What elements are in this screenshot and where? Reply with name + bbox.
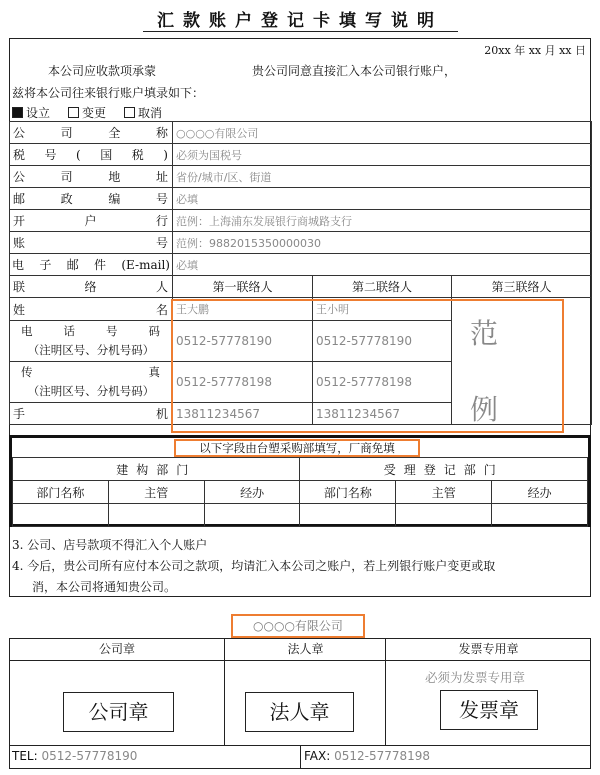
checked-box-icon xyxy=(12,107,23,118)
contact-1-fax[interactable]: 0512-57778198 xyxy=(173,362,313,403)
email-label: 电子邮件(E-mail) xyxy=(10,254,173,276)
contact-header-3: 第三联络人 xyxy=(452,276,592,298)
note-3: 3. 公司、店号款项不得汇入个人账户 xyxy=(12,538,208,552)
phone-note: （注明区号、分机号码） xyxy=(27,343,155,357)
contact-header-2: 第二联络人 xyxy=(313,276,452,298)
checkbox-change-label: 变更 xyxy=(82,106,107,120)
intro-line-1a: 本公司应收款项承蒙 xyxy=(48,64,157,78)
contact-2-name[interactable]: 王小明 xyxy=(313,298,452,321)
contacts-label: 联络人 xyxy=(10,276,173,298)
form-title: 汇款账户登记卡填写说明 xyxy=(157,11,443,31)
address-input[interactable]: 省份/城市/区、街道 xyxy=(173,166,592,188)
note-4-cont: 消，本公司将通知贵公司。 xyxy=(32,580,177,594)
company-input[interactable]: ○○○○有限公司 xyxy=(173,122,592,144)
contact-1-phone[interactable]: 0512-57778190 xyxy=(173,321,313,362)
company-label: 公司全称 xyxy=(10,122,173,144)
name-label: 姓名 xyxy=(10,298,173,321)
invoice-stamp-hint: 必须为发票专用章 xyxy=(425,670,526,685)
phone-label: 电话号码 xyxy=(21,324,161,338)
fax-row xyxy=(304,749,430,763)
bank-input[interactable]: 范例：上海浦东发展银行商城路支行 xyxy=(173,210,592,232)
company-name-box[interactable]: ○○○○有限公司 xyxy=(231,614,365,638)
col-manager-2: 主管 xyxy=(396,481,492,504)
company-stamp-box[interactable]: 公司章 xyxy=(63,692,174,732)
contact-2-mobile[interactable]: 13811234567 xyxy=(313,403,452,425)
checkbox-change[interactable] xyxy=(68,104,106,121)
postcode-input[interactable]: 必填 xyxy=(173,188,592,210)
contact-2-fax[interactable]: 0512-57778198 xyxy=(313,362,452,403)
intro-line-1b: 贵公司同意直接汇入本公司银行账户， xyxy=(252,64,457,78)
row-company xyxy=(10,122,592,144)
row-account xyxy=(10,232,592,254)
bank-label: 开户行 xyxy=(10,210,173,232)
sample-watermark-2: 例 xyxy=(470,393,499,426)
postcode-label: 邮政编号 xyxy=(10,188,173,210)
tax-input[interactable]: 必须为国税号 xyxy=(173,144,592,166)
cell-handler-1[interactable] xyxy=(204,504,300,527)
empty-box-icon xyxy=(68,107,79,118)
sample-highlight-box xyxy=(171,299,564,433)
checkbox-cancel[interactable] xyxy=(124,104,162,121)
checkbox-setup[interactable] xyxy=(12,104,50,121)
dept-build-header: 建构部门 xyxy=(13,458,300,481)
cell-dept-name-2[interactable] xyxy=(300,504,396,527)
account-label: 账号 xyxy=(10,232,173,254)
stamp-header-legal: 法人章 xyxy=(287,642,324,656)
cell-manager-2[interactable] xyxy=(396,504,492,527)
stamp-header-invoice: 发票专用章 xyxy=(458,642,519,656)
sample-watermark-1: 范 xyxy=(470,317,499,350)
purchase-table xyxy=(12,457,588,527)
fax-label-cell xyxy=(10,362,173,403)
email-input[interactable]: 必填 xyxy=(173,254,592,276)
cell-manager-1[interactable] xyxy=(108,504,204,527)
notes-section xyxy=(12,535,592,598)
tel-label: TEL: xyxy=(12,749,38,763)
col-dept-name-1: 部门名称 xyxy=(13,481,109,504)
contact-1-mobile[interactable]: 13811234567 xyxy=(173,403,313,425)
account-input[interactable]: 范例：9882015350000030 xyxy=(173,232,592,254)
mobile-label: 手机 xyxy=(10,403,173,425)
phone-label-cell xyxy=(10,321,173,362)
tel-value[interactable]: 0512-57778190 xyxy=(41,749,138,763)
title-underline xyxy=(143,31,458,32)
row-bank xyxy=(10,210,592,232)
checkbox-setup-label: 设立 xyxy=(26,106,51,120)
contact-1-name[interactable]: 王大鹏 xyxy=(173,298,313,321)
col-dept-name-2: 部门名称 xyxy=(300,481,396,504)
stamp-header-company: 公司章 xyxy=(98,642,135,656)
address-label: 公司地址 xyxy=(10,166,173,188)
contact-2-phone[interactable]: 0512-57778190 xyxy=(313,321,452,362)
form-date: 20xx 年 xx 月 xx 日 xyxy=(484,44,586,57)
fax-value[interactable]: 0512-57778198 xyxy=(334,749,431,763)
fax-note: （注明区号、分机号码） xyxy=(27,384,155,398)
legal-stamp-box[interactable]: 法人章 xyxy=(245,692,354,732)
checkbox-cancel-label: 取消 xyxy=(138,106,163,120)
row-contact-header xyxy=(10,276,592,298)
fax-label-footer: FAX: xyxy=(304,749,331,763)
cell-dept-name-1[interactable] xyxy=(13,504,109,527)
row-postcode xyxy=(10,188,592,210)
tax-label: 税号(国税) xyxy=(10,144,173,166)
row-tax xyxy=(10,144,592,166)
row-email xyxy=(10,254,592,276)
intro-line-2: 兹将本公司往来银行账户填录如下： xyxy=(12,86,205,100)
purchase-note: 以下字段由台塑采购部填写，厂商免填 xyxy=(174,439,420,457)
contact-header-1: 第一联络人 xyxy=(173,276,313,298)
row-address xyxy=(10,166,592,188)
col-handler-1: 经办 xyxy=(204,481,300,504)
dept-handle-header: 受理登记部门 xyxy=(300,458,588,481)
cell-handler-2[interactable] xyxy=(492,504,588,527)
tel-row xyxy=(12,749,137,763)
footer-separator xyxy=(300,745,301,769)
col-handler-2: 经办 xyxy=(492,481,588,504)
fax-label: 传真 xyxy=(21,365,161,379)
invoice-stamp-box[interactable]: 发票章 xyxy=(440,690,538,730)
empty-box-icon xyxy=(124,107,135,118)
note-4: 4. 今后，贵公司所有应付本公司之款项，均请汇入本公司之账户，若上列银行账户变更或取 xyxy=(12,559,496,573)
col-manager-1: 主管 xyxy=(108,481,204,504)
action-checkbox-row xyxy=(12,104,162,121)
